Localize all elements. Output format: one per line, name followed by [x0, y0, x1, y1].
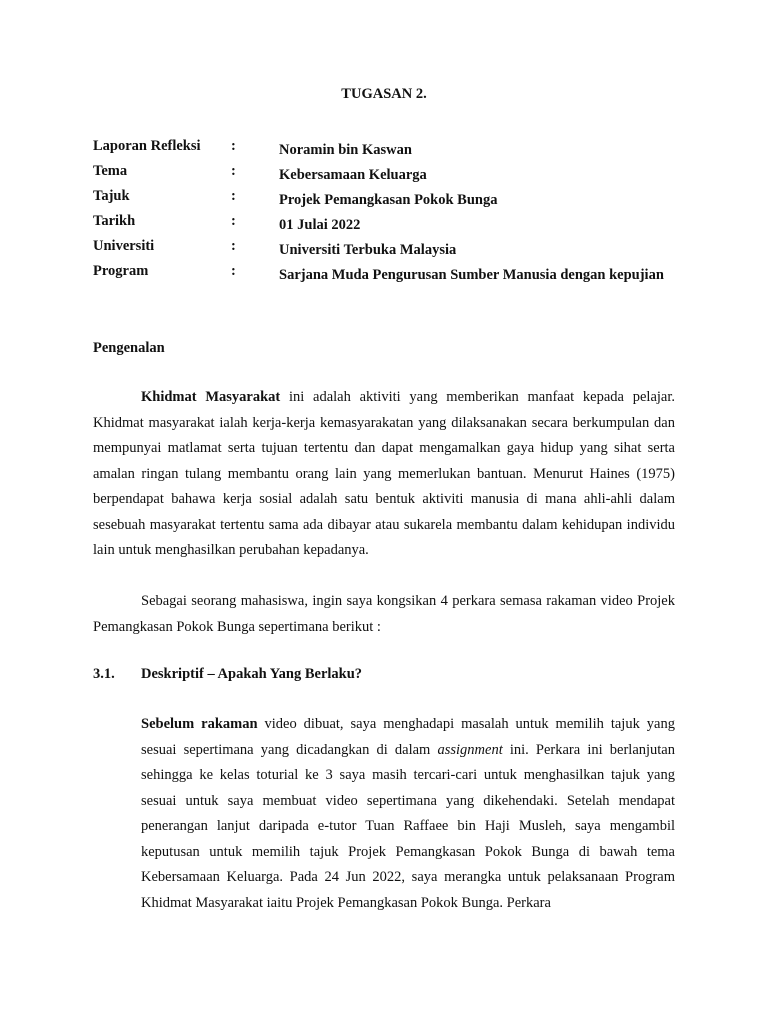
paragraph-text: ini. Perkara ini berlanjutan sehingga ke kelas toturial ke 3 saya masih tercari-cari untuk menghasilkan tajuk yang sesuai untuk saya membuat video sepertimana yang dikehendaki. Setelah mendapat penerangan lanjut daripada e-tutor Tuan Raffaee bin Haji Musleh, saya mengambil keputusan untuk memilih tajuk Projek Pemangkasan Pokok Bunga di bawah tema Kebersamaan Keluarga. Pada 24 Jun 2022, saya merangka untuk pelaksanaan Program Khidmat Masyarakat iaitu Projek Pemangkasan Pokok Bunga. Perkara — [141, 741, 675, 911]
intro-paragraph-2: Sebagai seorang mahasiswa, ingin saya kongsikan 4 perkara semasa rakaman video Projek Pemangkasan Pokok Bunga sepertimana berikut : — [93, 593, 675, 635]
meta-label: Tema — [93, 163, 128, 179]
meta-colon: : — [231, 213, 236, 229]
meta-label: Program — [93, 263, 149, 279]
bold-term: Sebelum rakaman — [141, 716, 258, 732]
intro-paragraph-1 — [93, 385, 675, 564]
section-heading-pengenalan: Pengenalan — [93, 340, 165, 356]
document-title: TUGASAN 2. — [341, 86, 427, 102]
meta-value: Noramin bin Kaswan — [279, 142, 412, 158]
section-number: 3.1. — [93, 666, 115, 682]
meta-colon: : — [231, 138, 236, 154]
meta-label: Universiti — [93, 238, 155, 254]
paragraph-text: ini adalah aktiviti yang memberikan manfaat kepada pelajar. Khidmat masyarakat ialah kerja-kerja kemasyarakatan yang dilaksanakan secara berkumpulan dan mempunyai matlamat serta tujuan tertentu dan dapat mengamalkan gaya hidup yang sihat serta amalan ringan tulang membantu orang lain yang memerlukan bantuan. Menurut Haines (1975) berpendapat bahawa kerja sosial adalah satu bentuk aktiviti manusia di mana ahli-ahli dalam sesebuah masyarakat tertentu sama ada dibayar atau sukarela membantu dalam kehidupan individu lain untuk menghasilkan perubahan kepadanya. — [93, 389, 675, 558]
meta-value: Sarjana Muda Pengurusan Sumber Manusia dengan kepujian — [279, 267, 664, 283]
meta-value: Kebersamaan Keluarga — [279, 167, 427, 183]
meta-value: Universiti Terbuka Malaysia — [279, 242, 457, 258]
meta-colon: : — [231, 238, 236, 254]
meta-label: Laporan Refleksi — [93, 138, 201, 154]
section-heading-deskriptif: Deskriptif – Apakah Yang Berlaku? — [141, 666, 363, 682]
meta-colon: : — [231, 188, 236, 204]
meta-colon: : — [231, 163, 236, 179]
meta-value: Projek Pemangkasan Pokok Bunga — [279, 192, 498, 208]
bold-term: Khidmat Masyarakat — [141, 389, 281, 405]
italic-term: assignment — [437, 741, 503, 758]
meta-label: Tarikh — [93, 213, 136, 229]
meta-label: Tajuk — [93, 188, 130, 204]
section-paragraph — [141, 712, 675, 916]
meta-colon: : — [231, 263, 236, 279]
paragraph-text: video dibuat, saya menghadapi masalah untuk memilih tajuk yang sesuai sepertimana yang dicadangkan di dalam — [141, 716, 675, 758]
meta-value: 01 Julai 2022 — [279, 217, 361, 233]
